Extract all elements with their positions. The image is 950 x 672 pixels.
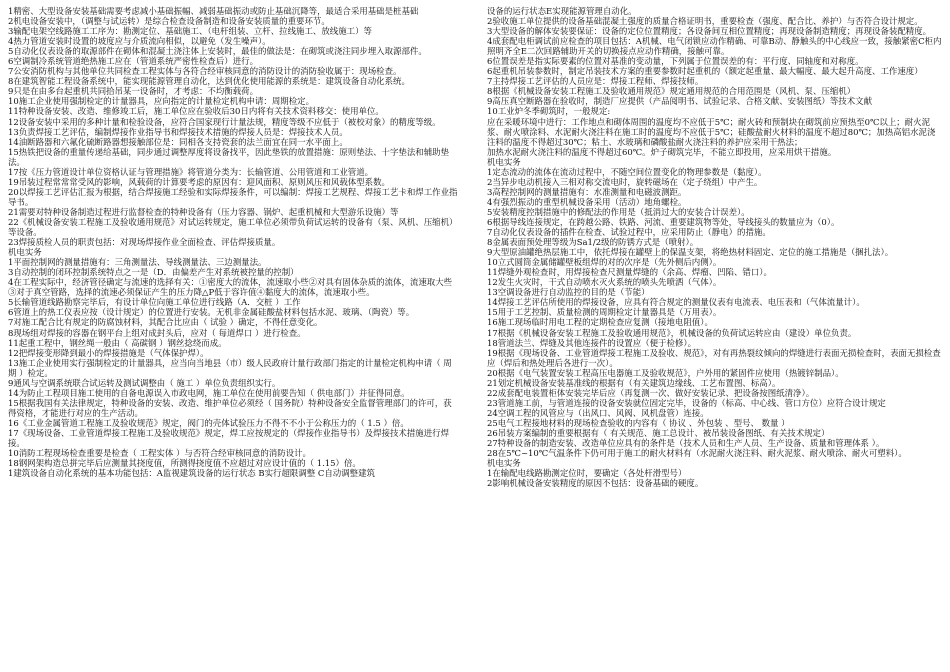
text-line: 7自动化仪表设备的插件在检查、试验过程中，应采用防止（静电）的措施。 <box>487 227 771 238</box>
text-line: 机电实务 <box>8 247 42 258</box>
text-line: 12发生火灾时，干式自动喷水灭火系统的喷头先喷洒（气体）。 <box>487 277 722 288</box>
text-line: 5长输管道线路勘察完毕后，有设计单位向施工单位进行线路（A．交桩 ）工作 <box>8 297 301 308</box>
text-line: 24空调工程的风管应与（出风口、风阀、风机盘管）连接。 <box>487 407 709 418</box>
text-line: 14油断路器和六氟化硫断路器想接触部位是：同相各支持瓷套的法兰面宜在同一水平面上。 <box>8 136 348 147</box>
text-line: 16《工业金属管道工程施工及验收规范》规定，阀门的壳体试验压力不得不不小于公称压力的（ 1.5 ）倍。 <box>8 417 409 428</box>
text-line: 19吊装过程常常常受风的影响，风载荷的计算要考虑的原因有：迎风面积、原则风压和风载体型系数。 <box>8 176 390 187</box>
text-line: 2机电设备安装中，（调整与试运转）是综合检查设备制造和设备安装质量的重要环节。 <box>8 16 330 27</box>
text-line: 20以焊接工艺评估汇报为根据，结合焊接施工经验和实际焊接条件，可以编制：焊接工艺规程、焊接工艺卡和焊工作业指导书。 <box>8 186 458 207</box>
text-line: 14焊接工艺评估所使用的焊接设备，应具有符合规定的测量仪表有电流表、电压表和（气体流量计）。 <box>487 297 865 308</box>
text-line: 7对施工配合比有规定的防腐蚀材料，其配合比应由（ 试验 ）确定，不得任意变化。 <box>8 317 323 328</box>
text-line: 12把焊接变形降到最小的焊接措施是（气体保护焊）。 <box>8 347 209 358</box>
text-line: 8现场组对焊接的容器在钢平台上组对成封头后，应对（ 每道焊口 ）进行检查。 <box>8 327 306 338</box>
text-line: 15用于工艺控制、质量检测的周期检定计量器具是（万用表）。 <box>487 307 722 318</box>
text-line: 5自动化仪表设备的取源部件在砌体和混凝土浇注体上安装时，最佳的做法是：在砌筑或浇注同步埋入取源部件。 <box>8 46 427 57</box>
text-line: 1建筑设备自动化系统的基本功能包括：A监视建筑设备的运行状态 B实行超限调整 C自动调整建筑 <box>8 468 375 479</box>
text-line: 11焊缝外观检查时，用焊接检查尺测量焊缝的（余高、焊瘤、凹陷、错口）。 <box>487 267 772 278</box>
text-line: 加热水泥耐火浇注料的温度不得超过60℃。炉子砌筑完毕，不能立即投用，应采用烘干措施。 <box>487 146 837 157</box>
text-line: 9通风与空调系统联合试运转及测试调整由（ 施工 ）单位负责组织实行。 <box>8 377 281 388</box>
text-line: 27特种设备的制造安装、改造单位应具有的条件是（技术人员和生产人员、生产设备、质量和管理体系 ）。 <box>487 438 885 449</box>
text-line: 8在建筑智能工程设备系统中，能实现能源管理自动化，达到优化使用能源的系统是：建筑设备自动化系统。 <box>8 76 410 87</box>
text-line: 2影响机械设备安装精度的原因不包括：设备基础的硬度。 <box>487 478 704 489</box>
text-line: 机电实务 <box>487 156 521 167</box>
text-line: 1精密、大型设备安装基础需要考虑减小基础振幅、减弱基础振动或防止基础沉降等，最适合采用基础是桩基础 <box>8 6 419 16</box>
text-line: 3大型设备的解体安装要保证：设备的定位位置精度；各设备间互相位置精度；再现设备制造精度；再现设备装配精度。 <box>487 26 932 37</box>
text-line: 7主持焊接工艺评估的人员应是：焊接工程师、焊接技师。 <box>487 76 704 87</box>
text-line: 11特种设备安装、改造、维修竣工后，施工单位应在验收后30日内将有关技术资料移交：使用单位。 <box>8 106 384 117</box>
text-line: 22成套配电装置柜体安装完毕后应（再复测一次、做好安装记录、把设备按图纸清净）。 <box>487 387 815 398</box>
text-line: 19根据《现场设备、工业管道焊接工程施工及验收、规范》，对有再热裂纹倾向的焊缝进行表面无损检查时，表面无损检查应（焊后和热处理后各进行一次）。 <box>487 347 941 368</box>
text-line: 18钢网架构造总拼完毕后应测量其挠度值，所测得挠度值不应超过对应设计值的（ 1.15）倍。 <box>8 458 361 469</box>
text-line: 13施工企业使用实行强制检定的计量器具，应当向当地县（市）级人民政府计量行政部门指定的计量检定机构申请（ 周期 ）检定。 <box>8 357 452 378</box>
text-line: 4热力管道安装时设置的坡度应与介质流向相似，以避免（发生噪声）。 <box>8 36 271 47</box>
text-line: 1在输配电线路勘测定位时，要确定（各处杆滑型号） <box>487 468 687 479</box>
text-line: 4在工程实际中，经济管径确定与流速的选择有关：①密度大的流体，流速取小些②对具有固体杂质的流体，流速取大些③对于真空管路，选择的流速必须保证产生的压力降△P低于容许值④黏度大的流体，流速取小些。 <box>8 277 453 298</box>
text-line: 6空调制冷系统管道绝热施工应在（管道系统严密性检查后）进行。 <box>8 56 259 67</box>
text-line: 2当异步电动机接入三相对称交流电时，旋转磁场在（定子绕组）中产生。 <box>487 176 763 187</box>
text-line: 3输配电架空线路施工工序为：勘测定位、基础施工、（电杆组装、立杆、拉线施工、放线施工）等 <box>8 26 372 37</box>
text-line: 设备的运行状态E实现能源管理自动化。 <box>487 6 637 16</box>
text-line: 3自动控制的闭环控制系统特点之一是（D．由偏差产生对系统被控量的控制） <box>8 267 299 278</box>
text-line: 6根据导线连接规定，在跨越公路、铁路、河流、重要建筑物等处，导线接头的数量应为（0）。 <box>487 216 840 227</box>
text-line: 2验收施工单位提供的设备基础混凝土强度的质量合格证明书，重要检查（强度、配合比、养护）与否符合设计规定。 <box>487 16 923 27</box>
text-line: 17《现场设备、工业管道焊接工程施工及验收规范》规定，焊工应按规定的（焊接作业指导书）及焊接技术措施进行焊接。 <box>8 427 450 449</box>
text-line: 应在采暖环境中进行：工作地点和砌体周围的温度均不应低于5℃；耐火砖和预制块在砌筑前应预热至0℃以上；耐火泥浆、耐火喷涂料、水泥耐火浇注料在施工时的温度均不应低于5℃；硅酸盐耐火材料的温度不超过80℃；加热高铝水泥浇注料的温度不得超过30℃；粘土、水玻璃和磷酸盐耐火浇注料的养护应采用干热法； <box>487 116 936 147</box>
text-line: 8金属表面预处理等级为Sa1/2级的防锈方式是（喷射）。 <box>487 237 699 248</box>
text-line: 17根据《机械设备安装工程施工及验收通用规范》，机械设备的负荷试运转应由（建设）单位负责。 <box>487 327 857 338</box>
text-line: 1平面控制网的测量措施有：三角测量法、导线测量法、三边测量法。 <box>8 257 267 268</box>
text-line: 13负责焊接工艺评估，编制焊接作业指导书和焊接技术措施的焊接人员是：焊接技术人员。 <box>8 126 348 137</box>
text-line: 14为防止工程项目施工使用的自备电源误入市政电网，施工单位在使用前要告知（ 供电部门）并征得同意。 <box>8 387 410 398</box>
text-line: 10消防工程现场检查重要是检查（ 工程实体 ）与否符合经审核同意的消防设计。 <box>8 448 311 459</box>
text-line: 6管道上的热工仪表应按（设计规定）的位置进行安装。无机非金属硅酸盐材料包括水泥、玻璃、（陶瓷）等。 <box>8 307 415 318</box>
text-line: 3高程控制网的测量措施有：水准测量和电磁波测距。 <box>487 186 687 197</box>
text-line: 1定态流动的流体在流动过程中，不随空间位置变化的物理参数是（黏度）。 <box>487 166 767 177</box>
text-line: 12设备安装中采用的多种计量和检验设备，应符合国家现行计量法规，精度等级不应低于（被校对象）的精度等级。 <box>8 116 441 127</box>
text-line: 16施工现场临时用电工程的定期检查应复测（接地电阻值）。 <box>487 317 713 328</box>
text-line: 26吊装方案编制的重要根据有（ 有关规范、施工总设计、被吊装设备图纸、有关技术规定） <box>487 427 830 438</box>
text-line: 6起重机吊装参数时，制定吊装技术方案的重要参数时起重机的（额定起重量、最大幅度、最大起升高度、工作速度） <box>487 66 923 77</box>
text-line: 4有强烈振动的重型机械设备采用（活动）地角螺栓。 <box>487 196 687 207</box>
text-line: 6位置误差是指实际要素的位置对基准的变动量，下列属于位置误差的有：平行度、同轴度和对称度。 <box>487 56 864 67</box>
text-line: 10立式圆筒金属储罐壁板组焊的对的次序是（先外侧后内侧）。 <box>487 257 722 268</box>
text-line: 机电实务 <box>487 458 521 469</box>
text-line: 23管道施工前，与管道连接的设备安装就位固定完毕，设备的（标高、中心线、管口方位）应符合设计规定 <box>487 397 886 408</box>
text-line: 21划定机械设备安装基准线的根据有（有关建筑边缘线、工艺布置图、标高）。 <box>487 377 781 388</box>
left-text-column <box>8 6 460 670</box>
text-line: 20根据《电气装置安装工程高压电器施工及验收规范》，户外用的紧固件应使用（热镀锌制品）。 <box>487 367 844 378</box>
text-line: 17按《压力管道设计单位资格认证与管理措施》将管道分类为：长输管道、公用管道和工业管道。 <box>8 166 374 177</box>
text-line: 15热铁把设备的重量传递给基础，同步通过调整厚度将设备找平，因此垫铁的放置措施：原则垫法、十字垫法和辅助垫法。 <box>8 146 450 167</box>
text-line: 10工业炉冬季砌筑时，一般规定: <box>487 106 611 117</box>
text-line: 28在5℃~10℃气温条件下仍可用于施工的耐火材料有（水泥耐火浇注料、耐火泥浆、耐火喷涂、耐火可塑料）。 <box>487 448 907 459</box>
text-line: 11起重工程中，钢丝绳一般由（ 高碳钢 ）钢丝捻绕而成。 <box>8 337 227 348</box>
text-line: 5安装精度控制措施中的修配法的作用是（抵消过大的安装合计误差）。 <box>487 206 750 217</box>
text-line: 21需要对特种设备制造过程进行监督检查的特种设备有（压力容器、锅炉、起重机械和大型游乐设施）等 <box>8 206 399 217</box>
text-line: 22《机械设备安装工程施工及验收通用规范》对试运转规定，施工单位必须带负荷试运转的设备有（泵、风机、压缩机）等设备。 <box>8 216 458 238</box>
text-line: 4成套配电柜调试前应检查的项目包括：A机械、电气闭锁应动作精确、可靠B动、静触头的中心线应一致，接触紧密C柜内照明齐全E二次回路辅助开关的切换接点应动作精确，接触可靠。 <box>487 36 942 57</box>
text-line: 8根据《机械设备安装工程施工及验收通用规范》规定通用规范的合用范围是（风机、泵、压缩机） <box>487 86 856 97</box>
text-line: 10施工企业使用强制检定的计量器具，应向指定的计量检定机构申请：周期检定。 <box>8 96 315 107</box>
text-line: 9只是在由多台起重机共同拾吊某一设备时，才考虑：不均衡载荷。 <box>8 86 259 97</box>
text-line: 7公安消防机构与其他单位共同检查工程实体与各符合经审核同意的消防设计的消防验收属于：现场检查。 <box>8 66 402 77</box>
text-line: 13空调设备进行自动监控的目的是（节能） <box>487 287 650 298</box>
text-line: 9高压真空断路器在验收时，制造厂应提供（产品阅明书、试验记录、合格文献、安装图纸）等技术文献 <box>487 96 873 107</box>
text-line: 23焊接质检人员的职责包括：对现场焊接作业全面检查、评估焊接质量。 <box>8 237 281 248</box>
text-line: 15根据我国有关法律规定，特种设备的安装、改造、维护单位必须经（ 国务院）特种设备安全监督管理部门的许可，获得资格，才能进行对应的生产活动。 <box>8 397 452 418</box>
text-line: 9大型原油罐绝热层施工中，依托焊接在罐壁上的保温支架，将绝热材料固定、定位的施工措施是（捆扎法）。 <box>487 247 894 258</box>
right-text-column <box>487 6 942 670</box>
text-line: 18管道法兰、焊缝及其他连接件的设置应（便于检修）。 <box>487 337 697 348</box>
text-line: 25电气工程接地材料的现场检查验收的内容有（ 协议 、外包装 、型号、 数量 ） <box>487 417 790 428</box>
